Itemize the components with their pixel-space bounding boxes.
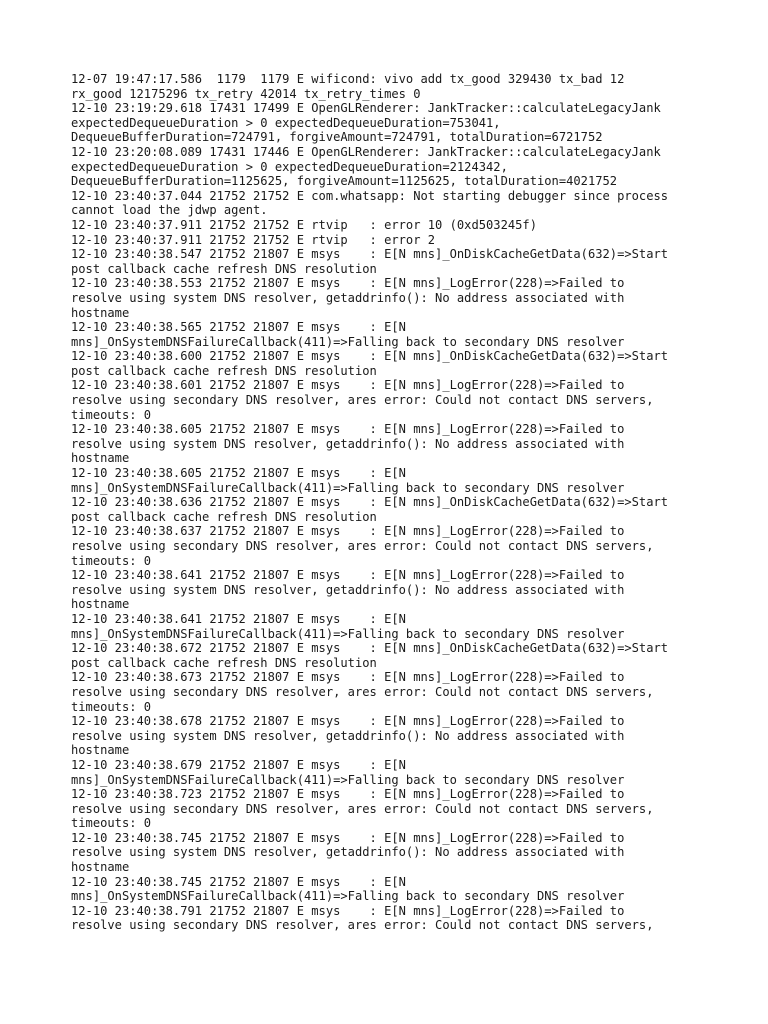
log-line: hostname — [71, 451, 130, 466]
log-line: 12-10 23:40:37.911 21752 21752 E rtvip : error 10 (0xd503245f) — [71, 217, 537, 232]
log-line: resolve using secondary DNS resolver, ares error: Could not contact DNS servers, — [71, 393, 654, 408]
log-line: resolve using system DNS resolver, getaddrinfo(): No address associated with — [71, 728, 625, 743]
log-line: hostname — [71, 305, 130, 320]
log-line: 12-10 23:40:38.553 21752 21807 E msys : E[N mns]_LogError(228)=>Failed to — [71, 276, 625, 291]
log-line: 12-10 23:40:38.641 21752 21807 E msys : E[N mns]_LogError(228)=>Failed to — [71, 568, 625, 583]
log-line: post callback cache refresh DNS resolution — [71, 655, 377, 670]
log-line: post callback cache refresh DNS resolution — [71, 261, 377, 276]
log-line: 12-10 23:40:38.565 21752 21807 E msys : E[N — [71, 320, 406, 335]
log-line: hostname — [71, 743, 130, 758]
log-line: DequeueBufferDuration=724791, forgiveAmount=724791, totalDuration=6721752 — [71, 130, 603, 145]
log-line: 12-10 23:40:38.672 21752 21807 E msys : E[N mns]_OnDiskCacheGetData(632)=>Start — [71, 641, 669, 656]
log-line: 12-10 23:19:29.618 17431 17499 E OpenGLRenderer: JankTracker::calculateLegacyJank — [71, 101, 661, 116]
log-line: resolve using secondary DNS resolver, ares error: Could not contact DNS servers, — [71, 801, 654, 816]
log-line: resolve using system DNS resolver, getaddrinfo(): No address associated with — [71, 845, 625, 860]
log-line: 12-10 23:40:37.911 21752 21752 E rtvip : error 2 — [71, 232, 436, 247]
log-line: resolve using secondary DNS resolver, ares error: Could not contact DNS servers, — [71, 684, 654, 699]
log-line: 12-10 23:40:38.637 21752 21807 E msys : E[N mns]_LogError(228)=>Failed to — [71, 524, 625, 539]
log-line: timeouts: 0 — [71, 699, 152, 714]
log-line: 12-10 23:40:38.547 21752 21807 E msys : E[N mns]_OnDiskCacheGetData(632)=>Start — [71, 247, 669, 262]
log-line: mns]_OnSystemDNSFailureCallback(411)=>Falling back to secondary DNS resolver — [71, 889, 625, 904]
log-line: post callback cache refresh DNS resolution — [71, 509, 377, 524]
log-line: mns]_OnSystemDNSFailureCallback(411)=>Falling back to secondary DNS resolver — [71, 772, 625, 787]
log-line: 12-10 23:40:38.679 21752 21807 E msys : E[N — [71, 757, 406, 772]
log-line: 12-10 23:40:38.745 21752 21807 E msys : E[N mns]_LogError(228)=>Failed to — [71, 830, 625, 845]
log-line: 12-10 23:40:37.044 21752 21752 E com.whatsapp: Not starting debugger since process — [71, 188, 669, 203]
log-line: 12-10 23:40:38.605 21752 21807 E msys : E[N mns]_LogError(228)=>Failed to — [71, 422, 625, 437]
log-line: rx_good 12175296 tx_retry 42014 tx_retry_times 0 — [71, 86, 421, 101]
log-line: resolve using secondary DNS resolver, ares error: Could not contact DNS servers, — [71, 918, 654, 933]
log-line: resolve using system DNS resolver, getaddrinfo(): No address associated with — [71, 290, 625, 305]
log-line: mns]_OnSystemDNSFailureCallback(411)=>Falling back to secondary DNS resolver — [71, 334, 625, 349]
log-line: hostname — [71, 860, 130, 875]
log-line: timeouts: 0 — [71, 553, 152, 568]
log-line: mns]_OnSystemDNSFailureCallback(411)=>Falling back to secondary DNS resolver — [71, 626, 625, 641]
log-line: 12-10 23:20:08.089 17431 17446 E OpenGLRenderer: JankTracker::calculateLegacyJank — [71, 144, 661, 159]
log-line: 12-10 23:40:38.601 21752 21807 E msys : E[N mns]_LogError(228)=>Failed to — [71, 378, 625, 393]
log-line: 12-10 23:40:38.641 21752 21807 E msys : E[N — [71, 611, 406, 626]
log-line: timeouts: 0 — [71, 816, 152, 831]
log-line: resolve using secondary DNS resolver, ares error: Could not contact DNS servers, — [71, 539, 654, 553]
log-line: hostname — [71, 597, 130, 612]
log-line: mns]_OnSystemDNSFailureCallback(411)=>Falling back to secondary DNS resolver — [71, 480, 625, 495]
log-line: resolve using system DNS resolver, getaddrinfo(): No address associated with — [71, 436, 625, 451]
log-line: 12-10 23:40:38.745 21752 21807 E msys : E[N — [71, 874, 406, 889]
log-line: DequeueBufferDuration=1125625, forgiveAmount=1125625, totalDuration=4021752 — [71, 174, 618, 189]
log-line: 12-10 23:40:38.791 21752 21807 E msys : E[N mns]_LogError(228)=>Failed to — [71, 903, 625, 918]
log-document — [71, 72, 711, 933]
log-line: 12-10 23:40:38.678 21752 21807 E msys : E[N mns]_LogError(228)=>Failed to — [71, 714, 625, 729]
log-line: 12-10 23:40:38.636 21752 21807 E msys : E[N mns]_OnDiskCacheGetData(632)=>Start — [71, 495, 669, 510]
log-line: post callback cache refresh DNS resolution — [71, 363, 377, 378]
log-line: 12-10 23:40:38.600 21752 21807 E msys : E[N mns]_OnDiskCacheGetData(632)=>Start — [71, 349, 669, 364]
log-line: 12-10 23:40:38.605 21752 21807 E msys : E[N — [71, 466, 406, 481]
log-line: resolve using system DNS resolver, getaddrinfo(): No address associated with — [71, 582, 625, 597]
log-line: cannot load the jdwp agent. — [71, 203, 268, 218]
log-line: timeouts: 0 — [71, 407, 152, 422]
log-line: expectedDequeueDuration > 0 expectedDequeueDuration=753041, — [71, 115, 501, 130]
log-line: 12-07 19:47:17.586 1179 1179 E wificond: vivo add tx_good 329430 tx_bad 12 — [71, 72, 625, 86]
log-line: 12-10 23:40:38.673 21752 21807 E msys : E[N mns]_LogError(228)=>Failed to — [71, 670, 625, 685]
log-line: 12-10 23:40:38.723 21752 21807 E msys : E[N mns]_LogError(228)=>Failed to — [71, 787, 625, 802]
log-line: expectedDequeueDuration > 0 expectedDequeueDuration=2124342, — [71, 159, 508, 174]
